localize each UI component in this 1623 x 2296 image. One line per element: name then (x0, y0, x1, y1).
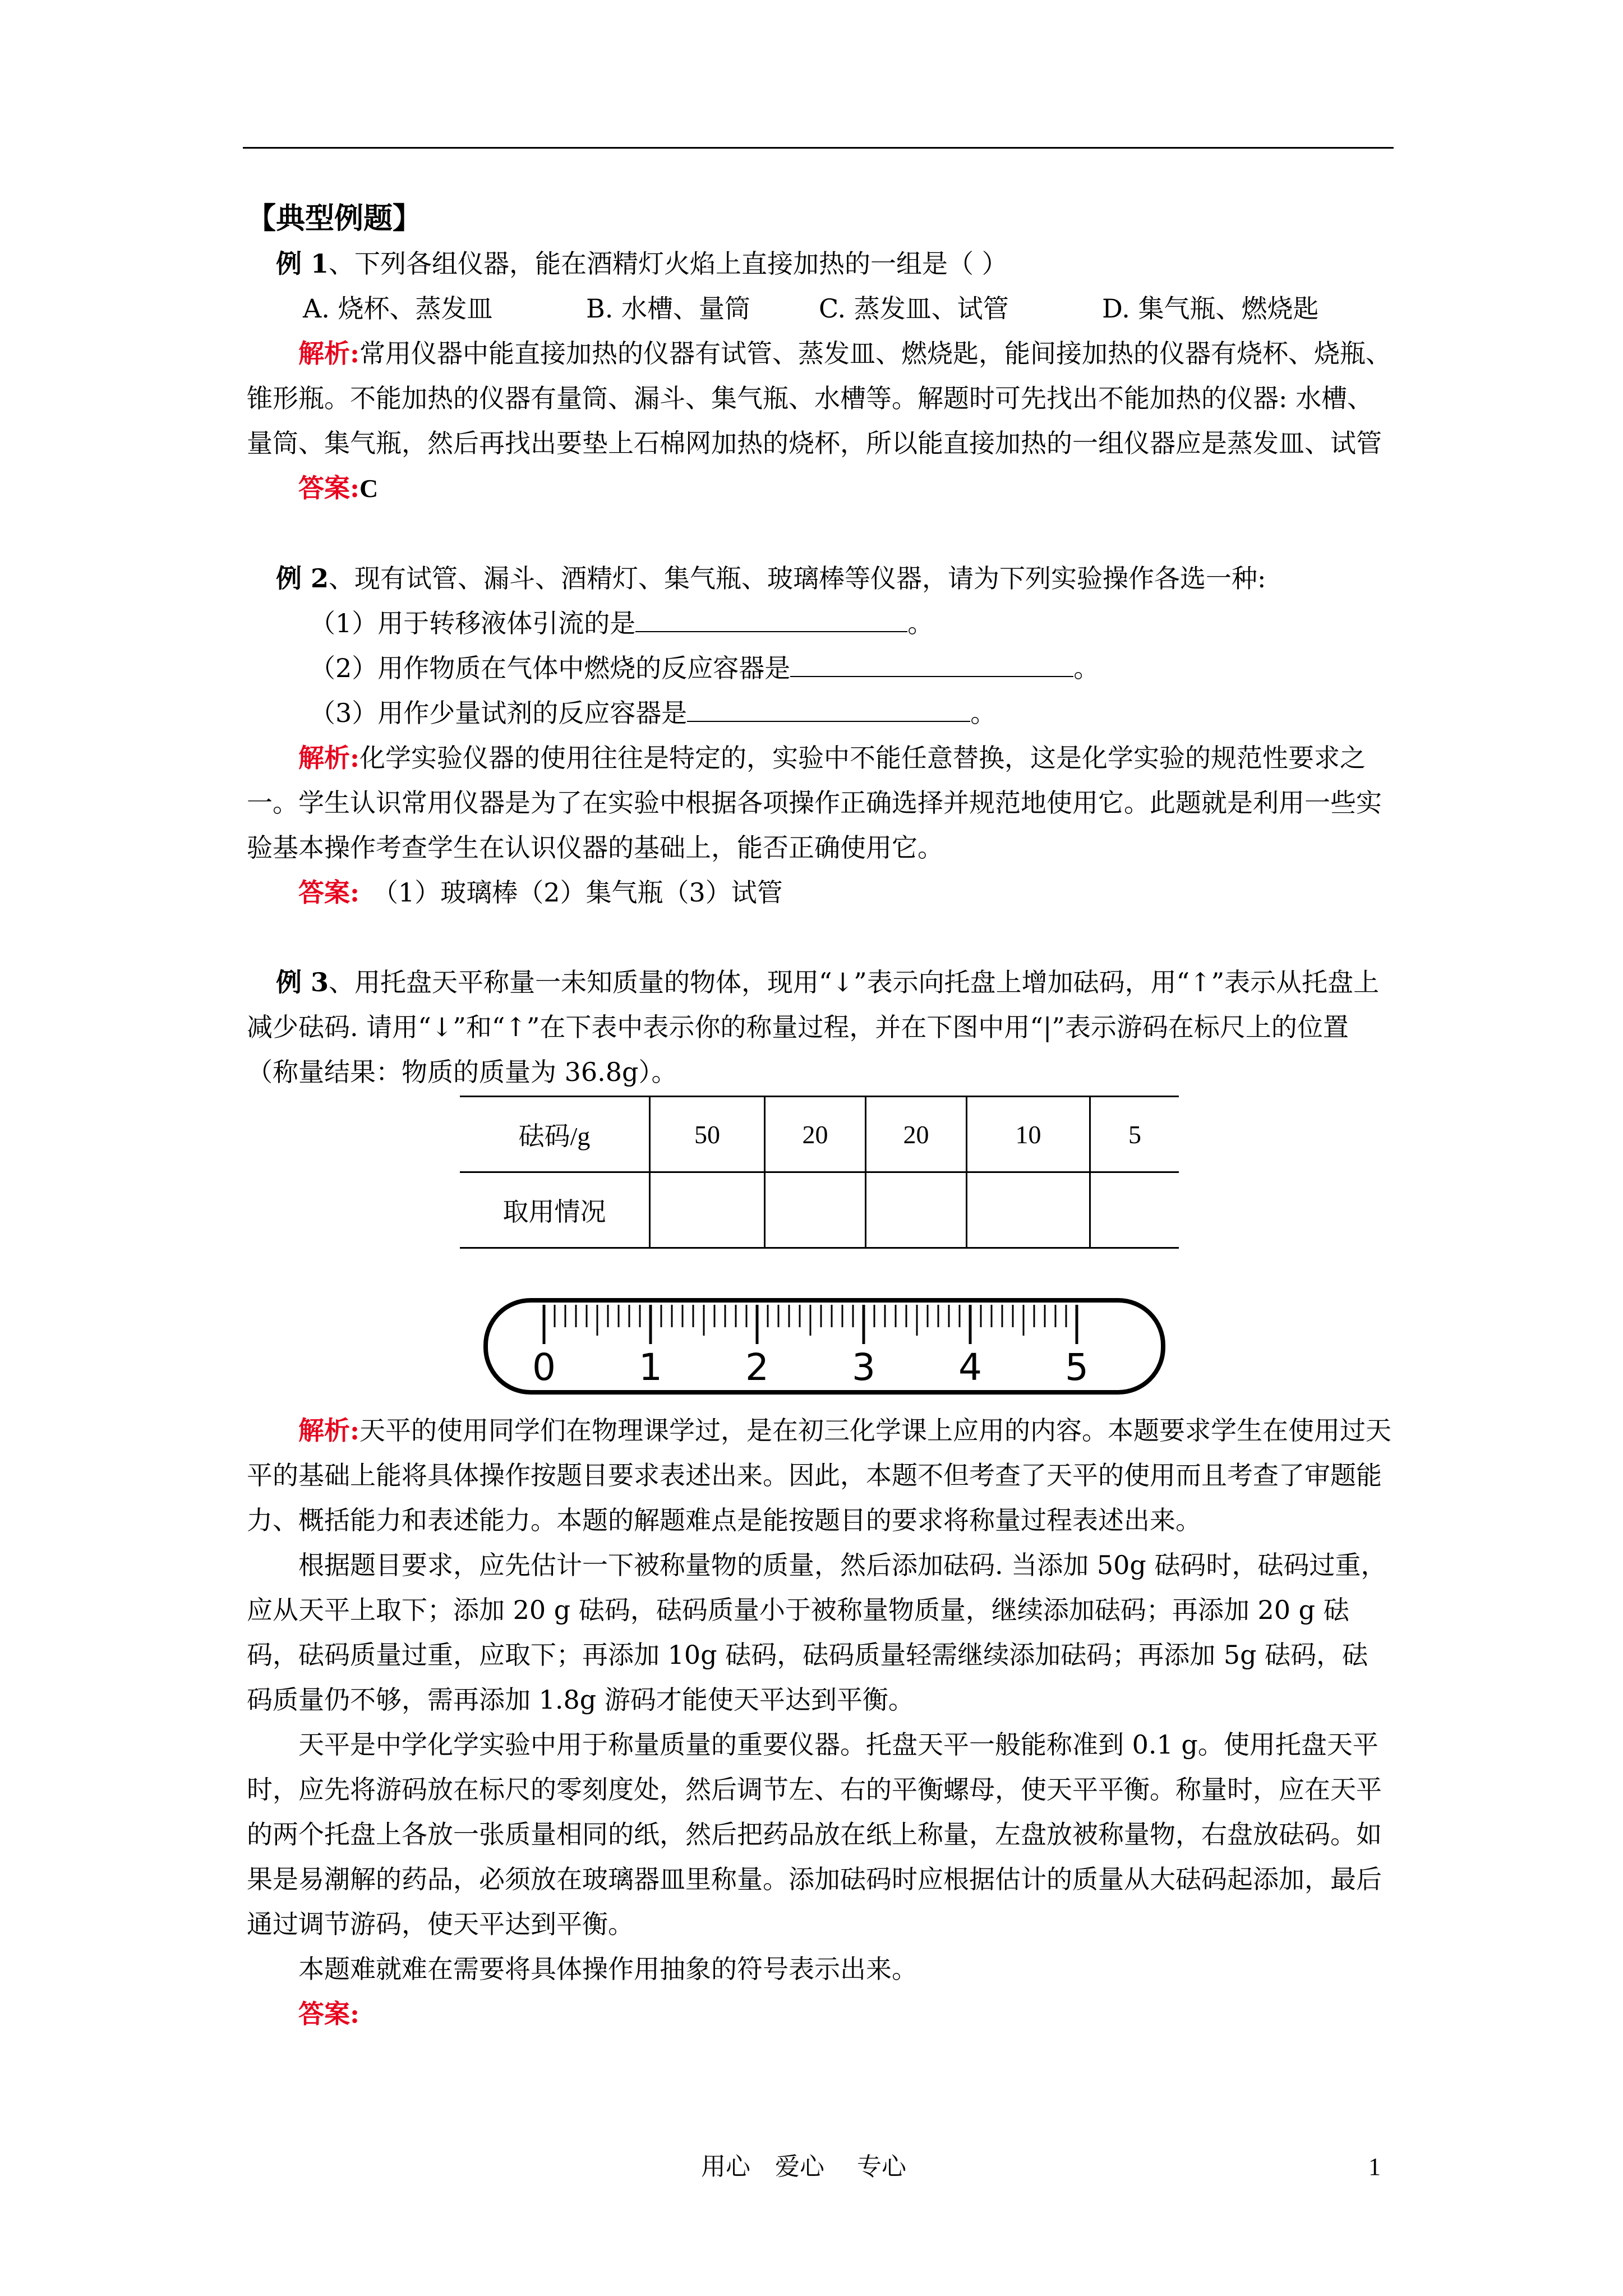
ruler-label-0: 0 (532, 1346, 556, 1389)
weight-cell: 5 (1090, 1097, 1179, 1172)
ex2-answer (247, 870, 1394, 915)
usage-row-label: 取用情况 (460, 1172, 650, 1248)
weight-cell: 20 (866, 1097, 967, 1172)
ex1-option-c: C. 蒸发皿、试管 (819, 293, 1009, 324)
ex1-answer-value: C (359, 474, 379, 503)
weights-row (460, 1097, 1179, 1172)
ex3-answer-label: 答案: (298, 1999, 359, 2029)
ex2-blank-2[interactable] (790, 650, 1073, 677)
ex3-answer (247, 1991, 1394, 2036)
ex1-option-d: D. 集气瓶、燃烧匙 (1102, 293, 1319, 324)
weight-cell: 20 (765, 1097, 866, 1172)
usage-cell[interactable] (866, 1172, 967, 1248)
weight-cell: 10 (967, 1097, 1090, 1172)
ex1-answer (247, 466, 1394, 511)
ex1-analysis-label: 解析: (298, 338, 359, 369)
ex1-question (247, 241, 1394, 286)
ex3-analysis-p2: 根据题目要求，应先估计一下被称量物的质量，然后添加砝码. 当添加 50g 砝码时，砝码过重，应从天平上取下；添加 20 g 砝码，砝码质量小于被称量物质量，继续添加砝码；再添加 20 g 砝码，砝码质量过重，应取下；再添加 10g 砝码，砝码质量轻需继续添加砝码；再添加 5g 砝码，砝码质量仍不够，需再添加 1.8g 游码才能使天平达到平衡。 (247, 1550, 1387, 1715)
ex1-analysis (247, 331, 1394, 466)
ex2-answer-value: （1）玻璃棒（2）集气瓶（3）试管 (385, 877, 783, 908)
document-body (247, 196, 1394, 1094)
ruler-label-5: 5 (1065, 1346, 1089, 1389)
weights-table (460, 1096, 1179, 1249)
ex2-question-text: 、现有试管、漏斗、酒精灯、集气瓶、玻璃棒等仪器，请为下列实验操作各选一种: (329, 563, 1266, 593)
ex3-analysis-p1-text: 天平的使用同学们在物理课学过，是在初三化学课上应用的内容。本题要求学生在使用过天平的基础上能将具体操作按题目要求表述出来。因此，本题不但考查了天平的使用而且考查了审题能力、概括能力和表述能力。本题的解题难点是能按题目的要求将称量过程表述出来。 (247, 1415, 1391, 1535)
usage-row (460, 1172, 1179, 1248)
usage-cell[interactable] (765, 1172, 866, 1248)
usage-cell[interactable] (967, 1172, 1090, 1248)
ruler-label-4: 4 (958, 1346, 982, 1389)
ex1-number: 例 1 (276, 249, 329, 279)
header-rule (243, 147, 1394, 149)
ex2-analysis (247, 735, 1394, 870)
ex1-analysis-text: 常用仪器中能直接加热的仪器有试管、蒸发皿、燃烧匙，能间接加热的仪器有烧杯、烧瓶、锥形瓶。不能加热的仪器有量筒、漏斗、集气瓶、水槽等。解题时可先找出不能加热的仪器: 水槽、量筒、集气瓶，然后再找出要垫上石棉网加热的烧杯，所以能直接加热的一组仪器应是蒸发皿、试管 (247, 338, 1391, 458)
ex1-answer-label: 答案: (298, 473, 359, 503)
page-number: 1 (1368, 2153, 1381, 2180)
ex2-sub-2 (247, 646, 1394, 691)
ex1-options (247, 286, 1394, 331)
footer-slogan: 用心 爱心 专心 (701, 2152, 906, 2181)
ex2-sub-1 (247, 601, 1394, 646)
ex2-blank-3[interactable] (687, 695, 970, 722)
ex2-sub-3-text: （3）用作少量试剂的反应容器是 (310, 698, 688, 728)
ex2-sub-3 (247, 691, 1394, 735)
ruler-label-2: 2 (745, 1346, 769, 1389)
ex3-question (247, 960, 1394, 1094)
ex1-option-b: B. 水槽、量筒 (586, 293, 751, 324)
ex3-analysis-block (247, 1408, 1394, 2036)
ex2-question (247, 556, 1394, 601)
ex2-analysis-text: 化学实验仪器的使用往往是特定的，实验中不能任意替换，这是化学实验的规范性要求之一。学生认识常用仪器是为了在实验中根据各项操作正确选择并规范地使用它。此题就是利用一些实验基本操作考查学生在认识仪器的基础上，能否正确使用它。 (247, 743, 1382, 863)
ex3-analysis-p1 (247, 1408, 1394, 1543)
ex1-question-text: 、下列各组仪器，能在酒精灯火焰上直接加热的一组是（ ） (329, 249, 1008, 279)
ex3-question-text: 、用托盘天平称量一未知质量的物体，现用“↓”表示向托盘上增加砝码，用“↑”表示从托盘上减少砝码. 请用“↓”和“↑”在下表中表示你的称量过程，并在下图中用“|”表示游码在标尺上的位置（称量结果：物质的质量为 36.8g）。 (247, 967, 1380, 1087)
usage-cell[interactable] (650, 1172, 765, 1248)
balance-ruler[interactable] (482, 1296, 1166, 1397)
usage-cell[interactable] (1090, 1172, 1179, 1248)
ex2-analysis-label: 解析: (298, 743, 359, 773)
ex2-sub-2-period: 。 (1073, 653, 1100, 683)
ruler-label-3: 3 (852, 1346, 875, 1389)
ex3-number: 例 3 (276, 967, 329, 997)
section-heading: 【典型例题】 (247, 201, 422, 236)
ex2-number: 例 2 (276, 563, 329, 593)
ex2-sub-1-period: 。 (907, 608, 934, 638)
ex3-analysis-label: 解析: (298, 1415, 359, 1446)
ex2-sub-2-text: （2）用作物质在气体中燃烧的反应容器是 (310, 653, 791, 683)
ex1-option-a: A. 烧杯、蒸发皿 (303, 293, 493, 324)
ex2-sub-3-period: 。 (970, 698, 997, 728)
weight-cell: 50 (650, 1097, 765, 1172)
weights-row-label: 砝码/g (460, 1097, 650, 1172)
ex3-analysis-p4: 本题难就难在需要将具体操作用抽象的符号表示出来。 (298, 1954, 917, 1984)
ex2-sub-1-text: （1）用于转移液体引流的是 (310, 608, 636, 638)
ruler-label-1: 1 (639, 1346, 662, 1389)
ex3-analysis-p3: 天平是中学化学实验中用于称量质量的重要仪器。托盘天平一般能称准到 0.1 g。使用托盘天平时，应先将游码放在标尺的零刻度处，然后调节左、右的平衡螺母，使天平平衡。称量时，应在天平的两个托盘上各放一张质量相同的纸，然后把药品放在纸上称量，左盘放被称量物，右盘放砝码。如果是易潮解的药品，必须放在玻璃器皿里称量。添加砝码时应根据估计的质量从大砝码起添加，最后通过调节游码，使天平达到平衡。 (247, 1729, 1382, 1939)
ex2-answer-label: 答案: (298, 877, 359, 908)
ex2-blank-1[interactable] (635, 605, 907, 632)
